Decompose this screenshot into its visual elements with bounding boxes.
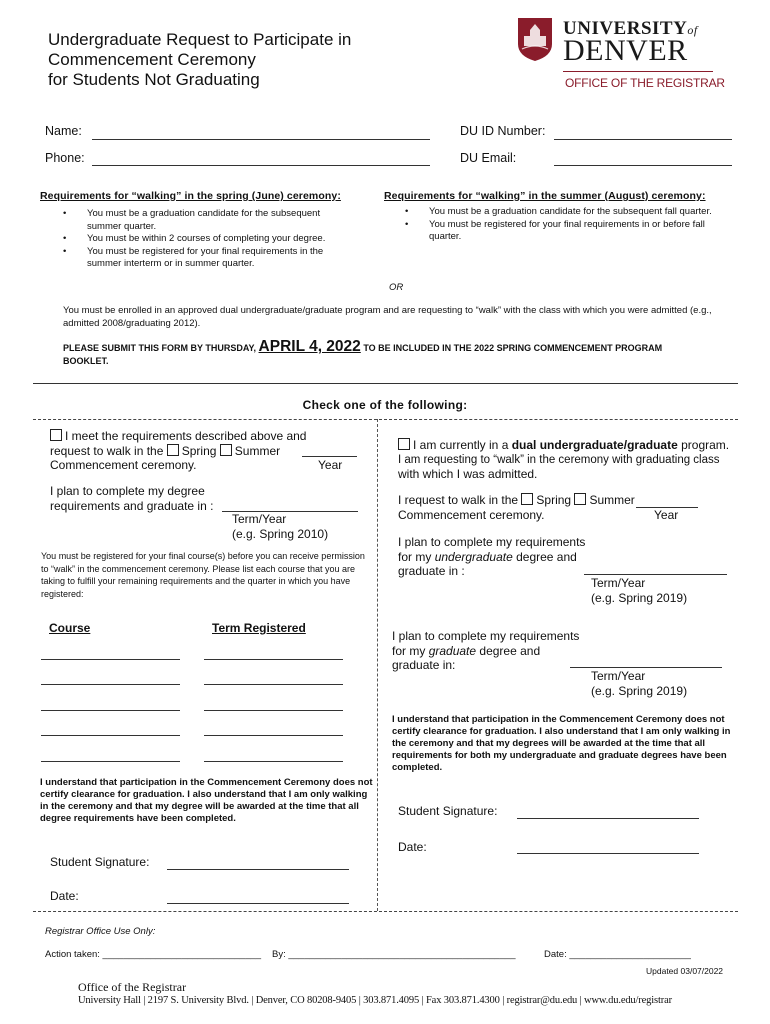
- option-text: graduate in:: [392, 658, 456, 672]
- walk-request-text: [398, 493, 635, 522]
- options-top-border: [33, 419, 738, 420]
- name-field[interactable]: [92, 139, 430, 140]
- deadline-date: APRIL 4, 2022: [258, 338, 361, 355]
- option-text: with which I was admitted.: [398, 467, 538, 481]
- option-text: degree and: [516, 549, 577, 564]
- undergraduate-term-hint: [591, 576, 687, 605]
- du-id-field[interactable]: [554, 139, 732, 140]
- option-text-emphasis: undergraduate: [434, 549, 513, 564]
- summer-requirements-list: [405, 206, 730, 244]
- logo-divider: [563, 71, 713, 72]
- course-field[interactable]: [41, 710, 180, 711]
- option-dual-program: [398, 438, 738, 482]
- option-text: request to walk in the: [50, 443, 164, 458]
- spring-requirements-heading: Requirements for “walking” in the spring (June) ceremony:: [40, 190, 341, 202]
- list-item: • You must be a graduation candidate for the subsequent fall quarter.: [405, 206, 730, 219]
- title-line-1: Undergraduate Request to Participate in: [48, 30, 352, 49]
- logo-university-text: UNIVERSITYof: [563, 18, 698, 39]
- deadline-suffix: TO BE INCLUDED IN THE 2022 SPRING COMMENCEMENT PROGRAM: [363, 343, 663, 353]
- year-label: Year: [654, 508, 679, 522]
- office-date-field[interactable]: Date: _______________________: [544, 949, 691, 960]
- option-text: I plan to complete my requirements: [392, 629, 580, 643]
- left-signature-label: Student Signature:: [50, 855, 150, 869]
- check-one-heading: Check one of the following:: [302, 398, 468, 412]
- option-text: I am requesting to “walk” in the ceremony with graduating class: [398, 453, 720, 466]
- spring-checkbox[interactable]: [521, 493, 533, 505]
- title-line-2: Commencement Ceremony: [48, 50, 256, 69]
- course-field[interactable]: [41, 684, 180, 685]
- name-label: Name:: [45, 124, 82, 138]
- option-text: for my: [398, 549, 432, 564]
- term-registered-field[interactable]: [204, 735, 343, 736]
- option-meet-requirements: [50, 429, 350, 473]
- or-separator: OR: [389, 282, 404, 293]
- footer-address: University Hall | 2197 S. University Blvd. | Denver, CO 80208-9405 | 303.871.4095 | Fax 303.871.4300 | registrar@du.edu | www.du.edu/registrar: [78, 995, 672, 1006]
- option-text: I request to walk in the: [398, 493, 519, 507]
- logo-denver-text: DENVER: [563, 34, 688, 67]
- term-registered-field[interactable]: [204, 761, 343, 762]
- option-text: I plan to complete my degree: [50, 484, 205, 498]
- option-text: I meet the requirements described above and: [65, 429, 307, 443]
- term-year-hint: [232, 512, 328, 541]
- footer-office-name: Office of the Registrar: [78, 980, 187, 994]
- graduate-term-hint: [591, 669, 687, 698]
- option-text: Commencement ceremony.: [50, 458, 197, 472]
- term-registered-field[interactable]: [204, 710, 343, 711]
- option-text: for my: [392, 643, 426, 658]
- course-column-header: Course: [49, 621, 91, 635]
- updated-date: Updated 03/07/2022: [646, 966, 724, 976]
- option-text: degree and: [479, 643, 541, 658]
- term-example-label: (e.g. Spring 2019): [591, 683, 688, 698]
- term-year-label: Term/Year: [591, 576, 646, 590]
- du-email-label: DU Email:: [460, 151, 517, 165]
- course-field[interactable]: [41, 761, 180, 762]
- section-divider: [33, 383, 738, 384]
- list-item: • You must be registered for your final requirements in or before fall quarter.: [405, 219, 730, 244]
- term-registered-column-header: Term Registered: [212, 621, 306, 635]
- option-text-bold: dual undergraduate/graduate: [511, 438, 678, 452]
- options-column-divider: [377, 419, 378, 911]
- undergraduate-plan-text: [398, 535, 585, 579]
- office-use-heading: Registrar Office Use Only:: [45, 926, 156, 937]
- phone-field[interactable]: [92, 165, 430, 166]
- list-item: • You must be a graduation candidate for the subsequent summer quarter.: [63, 208, 348, 233]
- option-text-emphasis: graduate: [428, 643, 477, 658]
- logo-office-text: OFFICE OF THE REGISTRAR: [565, 76, 725, 90]
- spring-label: Spring: [181, 443, 217, 458]
- right-acknowledgement: I understand that participation in the Commencement Ceremony does not certify clearance for graduation. I also understand that I am only walking in the ceremony and that my degrees will be awarded at the time that all requirements for both my undergraduate and graduate degrees have been completed.: [392, 714, 731, 773]
- option-text: requirements and graduate in :: [50, 498, 214, 513]
- graduate-plan-text: [392, 629, 579, 673]
- left-date-field[interactable]: [167, 903, 349, 904]
- option-text: graduate in :: [398, 564, 465, 578]
- right-date-label: Date:: [398, 840, 427, 854]
- left-date-label: Date:: [50, 889, 79, 903]
- title-line-3: for Students Not Graduating: [48, 70, 260, 89]
- action-taken-field[interactable]: Action taken: ______________________________: [45, 949, 262, 960]
- term-example-label: (e.g. Spring 2019): [591, 590, 688, 605]
- university-logo: [516, 14, 725, 94]
- plan-text: [50, 484, 213, 513]
- dual-program-requirement: You must be enrolled in an approved dual undergraduate/graduate program and are requesting to “walk” with the class with which you were admitted (e.g., admitted 2008/graduating 2012).: [63, 305, 712, 329]
- du-email-field[interactable]: [554, 165, 732, 166]
- right-date-field[interactable]: [517, 853, 699, 854]
- list-item: • You must be within 2 courses of completing your degree.: [63, 233, 348, 246]
- spring-label: Spring: [536, 493, 572, 507]
- deadline-notice: [63, 340, 743, 368]
- right-signature-label: Student Signature:: [398, 804, 498, 818]
- year-field[interactable]: [302, 456, 357, 457]
- left-acknowledgement: I understand that participation in the Commencement Ceremony does not certify clearance for graduation. I also understand that I am only walking in the ceremony and that my degree will be awarded at the time that all degree requirements have been completed.: [40, 777, 373, 824]
- summer-requirements-heading: Requirements for “walking” in the summer (August) ceremony:: [384, 190, 706, 202]
- du-id-label: DU ID Number:: [460, 124, 546, 138]
- spring-requirements-list: [63, 208, 348, 271]
- summer-label: Summer: [589, 493, 635, 507]
- phone-label: Phone:: [45, 151, 85, 165]
- summer-checkbox[interactable]: [220, 444, 232, 456]
- term-year-label: Term/Year: [232, 512, 287, 526]
- option-text: program.: [681, 438, 730, 452]
- course-field[interactable]: [41, 735, 180, 736]
- term-example-label: (e.g. Spring 2010): [232, 526, 329, 541]
- by-field[interactable]: By: ___________________________________________: [272, 949, 516, 960]
- meet-requirements-checkbox[interactable]: [50, 429, 62, 441]
- right-signature-field[interactable]: [517, 818, 699, 819]
- summer-label: Summer: [234, 443, 281, 458]
- deadline-line-2: BOOKLET.: [63, 356, 109, 366]
- term-registered-field[interactable]: [204, 684, 343, 685]
- course-field[interactable]: [41, 659, 180, 660]
- option-text: I plan to complete my requirements: [398, 535, 586, 549]
- summer-checkbox[interactable]: [574, 493, 586, 505]
- term-registered-field[interactable]: [204, 659, 343, 660]
- left-signature-field[interactable]: [167, 869, 349, 870]
- registered-note: You must be registered for your final course(s) before you can receive permission to “walk” in the commencement ceremony. Please list each course that you are taking to fulfill your remaining requirements and the quarter in which you have registered:: [41, 551, 365, 599]
- dual-program-checkbox[interactable]: [398, 438, 410, 450]
- form-title: [48, 30, 351, 90]
- list-item: • You must be registered for your final requirements in the summer interterm or in summer quarter.: [63, 246, 348, 271]
- option-text: Commencement ceremony.: [398, 507, 545, 522]
- graduate-term-field[interactable]: [570, 667, 722, 668]
- university-seal-icon: [516, 16, 554, 62]
- deadline-prefix: PLEASE SUBMIT THIS FORM BY THURSDAY,: [63, 343, 257, 353]
- option-text: I am currently in a: [413, 438, 509, 452]
- undergraduate-term-field[interactable]: [584, 574, 727, 575]
- year-label: Year: [318, 458, 343, 472]
- term-year-label: Term/Year: [591, 669, 646, 683]
- options-bottom-border: [33, 911, 738, 912]
- spring-checkbox[interactable]: [167, 444, 179, 456]
